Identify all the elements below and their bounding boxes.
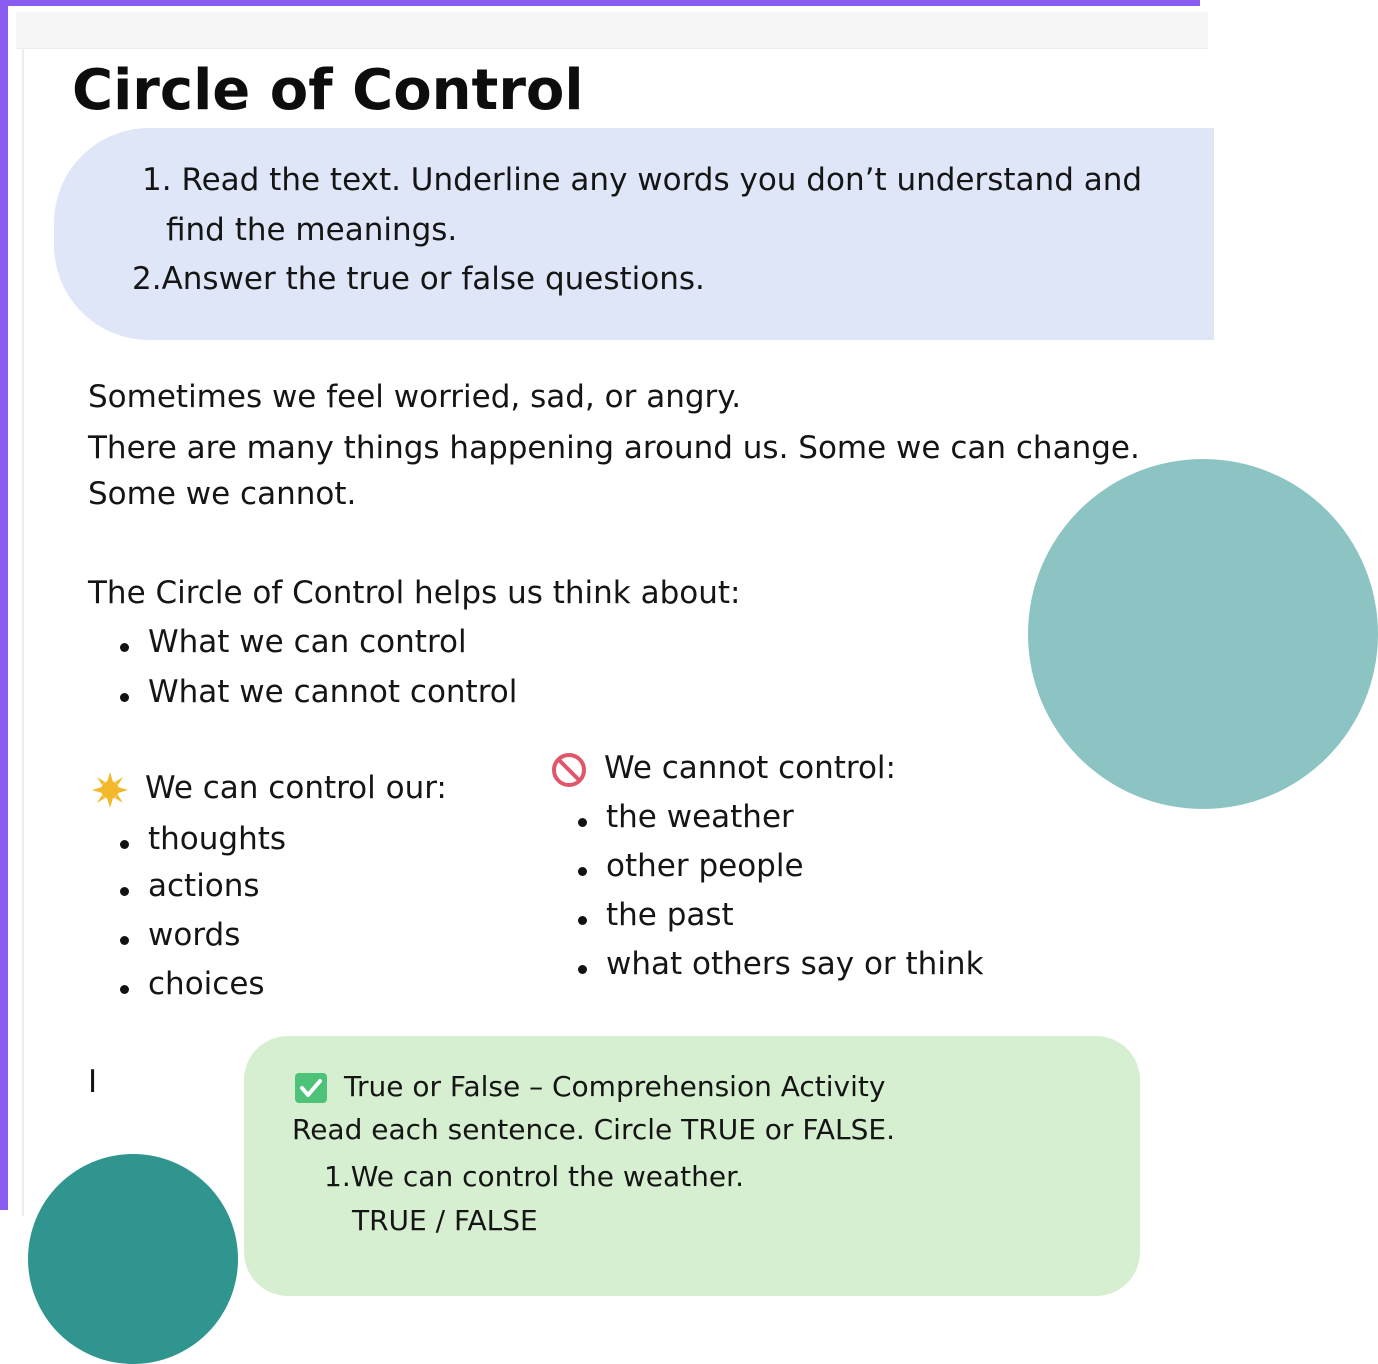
intro-line-3: Some we cannot. — [88, 476, 357, 512]
list-item: What we can control — [148, 624, 467, 660]
list-item: actions — [148, 868, 260, 904]
true-false-panel — [244, 1036, 1140, 1296]
instructions-panel — [54, 128, 1214, 340]
step-number: 1. — [142, 162, 172, 198]
instruction-step-1-continued: find the meanings. — [166, 212, 458, 248]
true-false-instruction: Read each sentence. Circle TRUE or FALSE. — [292, 1113, 895, 1146]
can-control-heading: We can control our: — [145, 770, 447, 806]
prohibited-icon — [550, 751, 588, 789]
step-number: 2. — [132, 261, 162, 297]
sun-icon — [88, 768, 132, 812]
circle-intro-lead: The Circle of Control helps us think about: — [88, 575, 741, 611]
decorative-circle-right — [1028, 459, 1378, 809]
step-text: Answer the true or false questions. — [161, 261, 705, 297]
cannot-control-heading: We cannot control: — [604, 750, 896, 786]
step-text: Read the text. Underline any words you don’t understand and — [181, 162, 1143, 198]
decorative-circle-bottom — [28, 1154, 238, 1364]
page-top-bar — [16, 12, 1208, 49]
instruction-step-1 — [142, 162, 1142, 198]
list-item: choices — [148, 966, 265, 1002]
list-item: thoughts — [148, 821, 287, 857]
list-item: what others say or think — [606, 946, 984, 982]
page-edge — [22, 48, 24, 1216]
list-item: other people — [606, 848, 804, 884]
question-1: 1.We can control the weather. — [324, 1160, 744, 1193]
list-item: the weather — [606, 799, 794, 835]
list-item: words — [148, 917, 241, 953]
stray-text: I — [88, 1064, 98, 1100]
intro-line-2: There are many things happening around us. Some we can change. — [88, 430, 1140, 466]
instruction-step-2 — [132, 261, 705, 297]
list-item: What we cannot control — [148, 674, 518, 710]
question-1-answer-partial: TRUE / FALSE — [352, 1204, 538, 1237]
page-title: Circle of Control — [72, 58, 584, 123]
check-box-icon — [294, 1072, 328, 1104]
intro-line-1: Sometimes we feel worried, sad, or angry. — [88, 379, 742, 415]
list-item: the past — [606, 897, 734, 933]
true-false-heading: True or False – Comprehension Activity — [344, 1070, 886, 1103]
